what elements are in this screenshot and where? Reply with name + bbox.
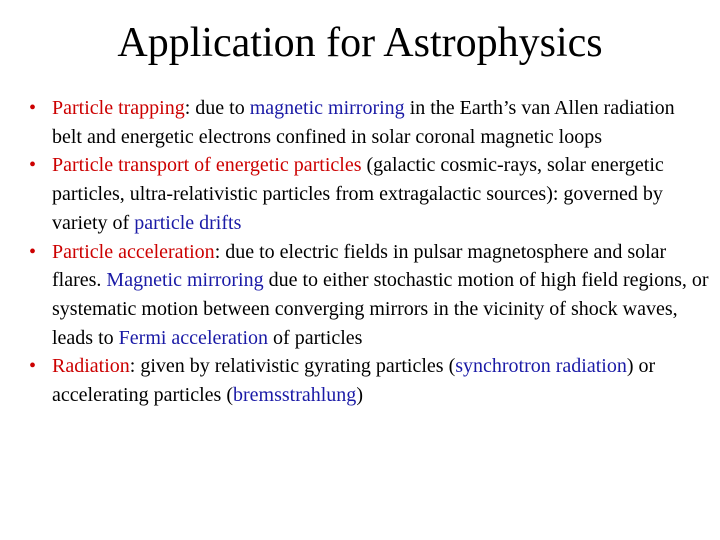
term-particle-acceleration: Particle acceleration	[52, 240, 215, 263]
bullet-text: (galactic cosmic-rays, solar energetic particles, ultra-relativistic particles from extragalactic sources): governed by variety of	[52, 154, 664, 234]
bullet-text: : given by relativistic gyrating particles (	[129, 355, 456, 378]
term-magnetic-mirroring: Magnetic mirroring	[106, 269, 264, 292]
bullet-text: due to either stochastic motion of high field regions, or systematic motion between converging mirrors in the vicinity of shock waves, leads to	[52, 269, 709, 349]
bullet-item-particle-trapping	[29, 94, 709, 151]
term-magnetic-mirroring: magnetic mirroring	[249, 97, 405, 119]
bullet-item-radiation	[29, 352, 709, 409]
slide-title: Application for Astrophysics	[117, 20, 603, 66]
bullet-dot-icon: •	[29, 154, 37, 177]
bullet-text: : due to	[184, 97, 250, 119]
term-bremsstrahlung: bremsstrahlung	[233, 384, 357, 407]
bullet-text: of particles	[268, 326, 363, 349]
bullet-text: : due to electric fields in pulsar magnetosphere and solar flares.	[52, 240, 667, 292]
term-fermi-acceleration: Fermi acceleration	[118, 326, 269, 349]
term-particle-transport: Particle transport of energetic particles	[52, 154, 362, 177]
term-particle-drifts: particle drifts	[134, 211, 242, 234]
bullet-dot-icon: •	[29, 240, 37, 263]
term-radiation: Radiation	[52, 355, 130, 378]
bullet-text: ) or accelerating particles (	[52, 355, 656, 407]
bullet-item-particle-transport	[29, 151, 709, 237]
bullet-text: )	[356, 384, 363, 407]
bullet-item-particle-acceleration	[29, 238, 709, 353]
bullet-dot-icon: •	[29, 355, 37, 378]
bullet-text: in the Earth’s van Allen radiation belt and energetic electrons confined in solar coronal magnetic loops	[52, 97, 675, 148]
bullet-list	[29, 94, 709, 410]
term-synchrotron-radiation: synchrotron radiation	[455, 355, 627, 378]
term-particle-trapping: Particle trapping	[52, 97, 185, 119]
bullet-dot-icon: •	[29, 97, 37, 119]
